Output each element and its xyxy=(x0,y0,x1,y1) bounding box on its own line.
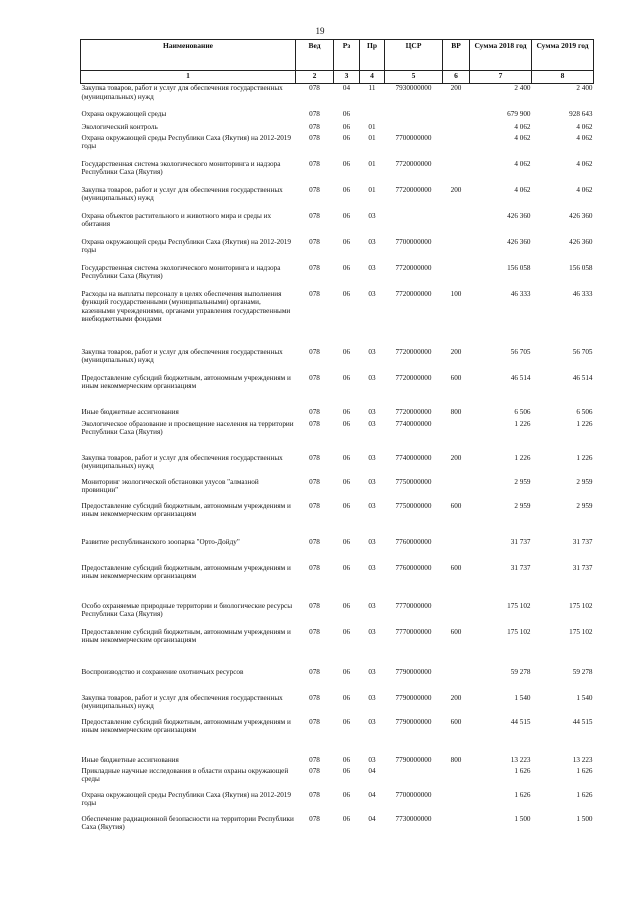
row-sum-2019: 1 500 xyxy=(576,814,593,823)
row-sum-2018: 4 062 xyxy=(514,185,531,194)
row-csr: 7790000000 xyxy=(395,693,432,702)
table-row xyxy=(81,264,594,290)
column-number: 6 xyxy=(443,71,470,84)
row-sum-2018: 46 514 xyxy=(510,373,531,382)
row-vr: 600 xyxy=(450,563,462,572)
row-csr: 7750000000 xyxy=(395,477,432,486)
row-rz: 06 xyxy=(342,717,351,726)
row-csr: 7750000000 xyxy=(395,501,432,510)
row-vr: 600 xyxy=(450,627,462,636)
column-number: 2 xyxy=(296,71,334,84)
row-ved: 078 xyxy=(309,347,320,356)
column-number: 5 xyxy=(385,71,443,84)
row-pr: 01 xyxy=(368,159,376,168)
row-vr: 800 xyxy=(450,755,462,764)
table-row xyxy=(81,756,594,767)
column-number-row xyxy=(81,71,594,84)
row-pr xyxy=(360,110,385,123)
row-ved: 078 xyxy=(309,501,320,510)
row-sum-2018: 1 226 xyxy=(514,453,531,462)
row-ved: 078 xyxy=(309,790,320,799)
row-ved: 078 xyxy=(309,185,320,194)
row-csr: 7730000000 xyxy=(395,814,432,823)
row-name: Воспроизводство и сохранение охотничьих ресурсов xyxy=(81,667,244,676)
row-name: Охрана окружающей среды Республики Саха (Якутия) на 2012-2019 годы xyxy=(81,133,291,151)
row-vr xyxy=(443,815,470,839)
table-row xyxy=(81,348,594,374)
table-row xyxy=(81,134,594,160)
row-sum-2018: 1 626 xyxy=(514,790,531,799)
row-csr: 7700000000 xyxy=(395,790,432,799)
row-csr: 7720000000 xyxy=(395,373,432,382)
row-csr: 7740000000 xyxy=(395,453,432,462)
row-sum-2019: 1 226 xyxy=(576,453,593,462)
row-vr xyxy=(443,264,470,290)
row-ved: 078 xyxy=(309,419,320,428)
row-vr: 600 xyxy=(450,501,462,510)
budget-table xyxy=(80,39,594,839)
table-row xyxy=(81,478,594,502)
row-rz: 06 xyxy=(342,755,351,764)
row-csr xyxy=(385,123,443,134)
row-vr xyxy=(443,602,470,628)
table-row xyxy=(81,238,594,264)
row-sum-2018: 44 515 xyxy=(510,717,531,726)
row-name: Особо охраняемые природные территории и биологические ресурсы Республики Саха (Якутия) xyxy=(81,601,293,619)
row-csr: 7720000000 xyxy=(395,263,432,272)
row-name: Закупка товаров, работ и услуг для обеспечения государственных (муниципальных) нужд xyxy=(81,453,283,471)
row-sum-2019: 2 959 xyxy=(576,477,593,486)
row-csr: 7770000000 xyxy=(395,627,432,636)
row-sum-2019: 4 062 xyxy=(576,159,593,168)
row-ved: 078 xyxy=(309,133,320,142)
row-rz: 06 xyxy=(342,133,351,142)
row-sum-2018: 4 062 xyxy=(514,122,531,131)
row-sum-2019: 2 959 xyxy=(576,501,593,510)
header-sum-2019: Сумма 2019 год xyxy=(532,40,594,71)
row-csr xyxy=(385,212,443,238)
row-pr: 03 xyxy=(368,601,376,610)
table-row xyxy=(81,538,594,564)
row-csr: 7790000000 xyxy=(395,717,432,726)
row-rz: 06 xyxy=(342,237,351,246)
row-vr: 600 xyxy=(450,717,462,726)
row-pr: 03 xyxy=(368,407,376,416)
row-name: Закупка товаров, работ и услуг для обеспечения государственных (муниципальных) нужд xyxy=(81,693,283,711)
row-rz: 06 xyxy=(342,766,351,775)
row-pr: 01 xyxy=(368,185,376,194)
row-pr: 03 xyxy=(368,627,376,636)
row-sum-2018: 4 062 xyxy=(514,133,531,142)
row-sum-2018: 6 506 xyxy=(514,407,531,416)
header-name: Наименование xyxy=(81,40,296,71)
row-csr: 7720000000 xyxy=(395,185,432,194)
row-vr: 800 xyxy=(450,407,462,416)
row-name: Охрана окружающей среды xyxy=(81,109,167,118)
row-ved: 078 xyxy=(309,289,320,298)
row-name: Предоставление субсидий бюджетным, автономным учреждениям и иным некоммерческим организациям xyxy=(81,717,291,735)
row-vr xyxy=(443,668,470,694)
row-rz: 04 xyxy=(342,84,351,92)
row-vr: 600 xyxy=(450,373,462,382)
table-row xyxy=(81,454,594,478)
row-rz: 06 xyxy=(342,790,351,799)
row-csr: 7760000000 xyxy=(395,563,432,572)
row-ved: 078 xyxy=(309,693,320,702)
row-pr: 03 xyxy=(368,477,376,486)
row-csr: 7790000000 xyxy=(395,755,432,764)
row-pr: 11 xyxy=(368,84,376,92)
row-pr: 03 xyxy=(368,563,376,572)
table-row xyxy=(81,212,594,238)
row-pr: 03 xyxy=(368,537,376,546)
row-name: Развитие республиканского зоопарка "Орто-Дойду" xyxy=(81,537,240,546)
row-vr xyxy=(443,478,470,502)
row-sum-2019: 4 062 xyxy=(576,185,593,194)
row-vr xyxy=(443,110,470,123)
row-pr: 03 xyxy=(368,501,376,510)
table-row xyxy=(81,602,594,628)
column-number: 8 xyxy=(532,71,594,84)
row-pr: 04 xyxy=(368,790,376,799)
row-sum-2018: 2 959 xyxy=(514,501,531,510)
table-row xyxy=(81,564,594,602)
row-pr: 03 xyxy=(368,755,376,764)
column-number: 4 xyxy=(360,71,385,84)
row-ved: 078 xyxy=(309,159,320,168)
row-sum-2019: 426 360 xyxy=(569,211,593,220)
row-csr: 7760000000 xyxy=(395,537,432,546)
row-csr: 7720000000 xyxy=(395,159,432,168)
row-ved: 078 xyxy=(309,122,320,131)
row-sum-2019: 46 333 xyxy=(572,289,593,298)
row-ved: 078 xyxy=(309,263,320,272)
table-row xyxy=(81,668,594,694)
row-pr: 04 xyxy=(368,814,376,823)
row-csr: 7770000000 xyxy=(395,601,432,610)
row-sum-2018: 175 102 xyxy=(507,627,531,636)
row-name: Государственная система экологического мониторинга и надзора Республики Саха (Якутия) xyxy=(81,263,281,281)
row-name: Охрана объектов растительного и животного мира и среды их обитания xyxy=(81,211,272,229)
row-sum-2018: 1 540 xyxy=(514,693,531,702)
row-name: Охрана окружающей среды Республики Саха (Якутия) на 2012-2019 годы xyxy=(81,237,291,255)
row-sum-2019: 1 540 xyxy=(576,693,593,702)
row-sum-2018: 1 226 xyxy=(514,419,531,428)
row-ved: 078 xyxy=(309,766,320,775)
row-pr: 03 xyxy=(368,419,376,428)
row-pr: 03 xyxy=(368,693,376,702)
header-pr: Пр xyxy=(360,40,385,71)
row-name: Мониторинг экологической обстановки улусов "алмазной провинции" xyxy=(81,477,259,495)
row-sum-2018: 46 333 xyxy=(510,289,531,298)
column-number: 7 xyxy=(470,71,532,84)
row-vr xyxy=(443,238,470,264)
row-ved: 078 xyxy=(309,84,320,92)
row-rz: 06 xyxy=(342,122,351,131)
row-rz: 06 xyxy=(342,537,351,546)
row-sum-2019: 44 515 xyxy=(572,717,593,726)
row-rz: 06 xyxy=(342,373,351,382)
row-rz: 06 xyxy=(342,211,351,220)
row-sum-2019: 928 643 xyxy=(569,109,593,118)
row-csr: 7700000000 xyxy=(395,237,432,246)
row-ved: 078 xyxy=(309,109,320,118)
row-pr: 03 xyxy=(368,453,376,462)
table-row xyxy=(81,420,594,454)
row-sum-2018: 13 223 xyxy=(510,755,531,764)
row-rz: 06 xyxy=(342,407,351,416)
row-rz: 06 xyxy=(342,627,351,636)
row-sum-2018: 1 500 xyxy=(514,814,531,823)
row-sum-2019: 46 514 xyxy=(572,373,593,382)
row-pr: 01 xyxy=(368,122,376,131)
column-number: 3 xyxy=(334,71,360,84)
row-ved: 078 xyxy=(309,537,320,546)
column-number: 1 xyxy=(81,71,296,84)
table-row xyxy=(81,694,594,718)
row-pr: 03 xyxy=(368,211,376,220)
row-name: Государственная система экологического мониторинга и надзора Республики Саха (Якутия) xyxy=(81,159,281,177)
header-rz: Рз xyxy=(334,40,360,71)
row-vr: 200 xyxy=(450,185,462,194)
header-sum-2018: Сумма 2018 год xyxy=(470,40,532,71)
row-name: Обеспечение радиационной безопасности на территории Республики Саха (Якутия) xyxy=(81,814,294,832)
row-name: Экологический контроль xyxy=(81,122,158,131)
row-sum-2019: 2 400 xyxy=(576,84,593,92)
row-name: Закупка товаров, работ и услуг для обеспечения государственных (муниципальных) нужд xyxy=(81,84,283,101)
row-ved: 078 xyxy=(309,667,320,676)
row-sum-2019: 1 626 xyxy=(576,790,593,799)
row-sum-2018: 175 102 xyxy=(507,601,531,610)
row-sum-2019: 6 506 xyxy=(576,407,593,416)
row-sum-2018: 59 278 xyxy=(510,667,531,676)
row-rz: 06 xyxy=(342,601,351,610)
header-vr: ВР xyxy=(443,40,470,71)
row-csr: 7720000000 xyxy=(395,347,432,356)
row-rz: 06 xyxy=(342,563,351,572)
row-sum-2019: 31 737 xyxy=(572,563,593,572)
row-sum-2019: 31 737 xyxy=(572,537,593,546)
row-vr xyxy=(443,160,470,186)
table-row xyxy=(81,791,594,815)
row-csr: 7930000000 xyxy=(395,84,432,92)
row-sum-2019: 1 626 xyxy=(576,766,593,775)
row-pr: 03 xyxy=(368,289,376,298)
row-rz: 06 xyxy=(342,453,351,462)
row-ved: 078 xyxy=(309,627,320,636)
row-sum-2018: 31 737 xyxy=(510,563,531,572)
row-name: Предоставление субсидий бюджетным, автономным учреждениям и иным некоммерческим организациям xyxy=(81,627,291,645)
row-sum-2019: 1 226 xyxy=(576,419,593,428)
row-vr xyxy=(443,791,470,815)
row-rz: 06 xyxy=(342,159,351,168)
row-pr: 03 xyxy=(368,263,376,272)
row-vr xyxy=(443,420,470,454)
row-ved: 078 xyxy=(309,373,320,382)
table-row xyxy=(81,767,594,791)
row-pr: 03 xyxy=(368,347,376,356)
row-rz: 06 xyxy=(342,667,351,676)
table-row xyxy=(81,110,594,123)
row-csr: 7720000000 xyxy=(395,289,432,298)
row-name: Иные бюджетные ассигнования xyxy=(81,407,179,416)
row-rz: 06 xyxy=(342,693,351,702)
row-rz: 06 xyxy=(342,109,351,118)
row-ved: 078 xyxy=(309,563,320,572)
table-row xyxy=(81,815,594,839)
row-vr: 200 xyxy=(450,453,462,462)
row-sum-2018: 2 400 xyxy=(514,84,531,92)
row-sum-2019: 175 102 xyxy=(569,601,593,610)
row-pr: 01 xyxy=(368,133,376,142)
row-sum-2018: 426 360 xyxy=(507,211,531,220)
row-sum-2018: 1 626 xyxy=(514,766,531,775)
row-vr: 100 xyxy=(450,289,462,298)
header-ved: Вед xyxy=(296,40,334,71)
row-sum-2019: 426 360 xyxy=(569,237,593,246)
row-sum-2019: 4 062 xyxy=(576,133,593,142)
row-sum-2019: 59 278 xyxy=(572,667,593,676)
row-rz: 06 xyxy=(342,477,351,486)
row-ved: 078 xyxy=(309,717,320,726)
row-sum-2018: 31 737 xyxy=(510,537,531,546)
table-row xyxy=(81,408,594,420)
row-ved: 078 xyxy=(309,601,320,610)
row-vr xyxy=(443,212,470,238)
row-ved: 078 xyxy=(309,477,320,486)
row-vr xyxy=(443,767,470,791)
row-rz: 06 xyxy=(342,501,351,510)
row-vr xyxy=(443,538,470,564)
row-name: Закупка товаров, работ и услуг для обеспечения государственных (муниципальных) нужд xyxy=(81,185,283,203)
row-name: Охрана окружающей среды Республики Саха (Якутия) на 2012-2019 годы xyxy=(81,790,291,808)
table-row xyxy=(81,186,594,212)
table-row xyxy=(81,84,594,110)
header-csr: ЦСР xyxy=(385,40,443,71)
row-pr: 04 xyxy=(368,766,376,775)
row-name: Закупка товаров, работ и услуг для обеспечения государственных (муниципальных) нужд xyxy=(81,347,283,365)
row-name: Предоставление субсидий бюджетным, автономным учреждениям и иным некоммерческим организациям xyxy=(81,501,291,519)
row-pr: 03 xyxy=(368,717,376,726)
row-ved: 078 xyxy=(309,453,320,462)
row-csr: 7700000000 xyxy=(395,133,432,142)
row-vr: 200 xyxy=(450,347,462,356)
row-rz: 06 xyxy=(342,419,351,428)
row-sum-2018: 679 900 xyxy=(507,109,531,118)
row-pr: 03 xyxy=(368,237,376,246)
row-csr: 7740000000 xyxy=(395,419,432,428)
row-ved: 078 xyxy=(309,755,320,764)
row-rz: 06 xyxy=(342,347,351,356)
row-name: Прикладные научные исследования в области охраны окружающей среды xyxy=(81,766,289,784)
row-vr xyxy=(443,134,470,160)
row-csr xyxy=(385,110,443,123)
row-sum-2018: 2 959 xyxy=(514,477,531,486)
row-name: Экологическое образование и просвещение населения на территории Республики Саха (Якутия) xyxy=(81,419,294,437)
row-name: Предоставление субсидий бюджетным, автономным учреждениям и иным некоммерческим организациям xyxy=(81,373,291,391)
row-rz: 06 xyxy=(342,185,351,194)
row-csr: 7790000000 xyxy=(395,667,432,676)
row-sum-2019: 156 058 xyxy=(569,263,593,272)
row-name: Расходы на выплаты персоналу в целях обеспечения выполнения функций государственными (муниципальными) органами, казенными учреждениями, органами управления государственными внебюджетными фондами xyxy=(81,289,291,324)
row-rz: 06 xyxy=(342,814,351,823)
row-sum-2018: 156 058 xyxy=(507,263,531,272)
table-row xyxy=(81,160,594,186)
table-row xyxy=(81,290,594,348)
row-vr xyxy=(443,123,470,134)
row-ved: 078 xyxy=(309,237,320,246)
table-row xyxy=(81,374,594,408)
row-sum-2019: 56 705 xyxy=(572,347,593,356)
table-row xyxy=(81,502,594,538)
row-sum-2019: 175 102 xyxy=(569,627,593,636)
row-name: Иные бюджетные ассигнования xyxy=(81,755,179,764)
page-number: 19 xyxy=(315,26,325,36)
row-rz: 06 xyxy=(342,263,351,272)
row-ved: 078 xyxy=(309,211,320,220)
row-pr: 03 xyxy=(368,667,376,676)
row-sum-2019: 13 223 xyxy=(572,755,593,764)
table-row xyxy=(81,718,594,756)
row-vr: 200 xyxy=(450,693,462,702)
row-sum-2019: 4 062 xyxy=(576,122,593,131)
row-sum-2018: 56 705 xyxy=(510,347,531,356)
row-name: Предоставление субсидий бюджетным, автономным учреждениям и иным некоммерческим организациям xyxy=(81,563,291,581)
table-row xyxy=(81,123,594,134)
row-rz: 06 xyxy=(342,289,351,298)
row-csr: 7720000000 xyxy=(395,407,432,416)
row-ved: 078 xyxy=(309,814,320,823)
row-csr xyxy=(385,767,443,791)
header-row xyxy=(81,40,594,71)
row-ved: 078 xyxy=(309,407,320,416)
row-vr: 200 xyxy=(450,84,462,92)
row-sum-2018: 4 062 xyxy=(514,159,531,168)
row-pr: 03 xyxy=(368,373,376,382)
row-sum-2018: 426 360 xyxy=(507,237,531,246)
table-row xyxy=(81,628,594,668)
